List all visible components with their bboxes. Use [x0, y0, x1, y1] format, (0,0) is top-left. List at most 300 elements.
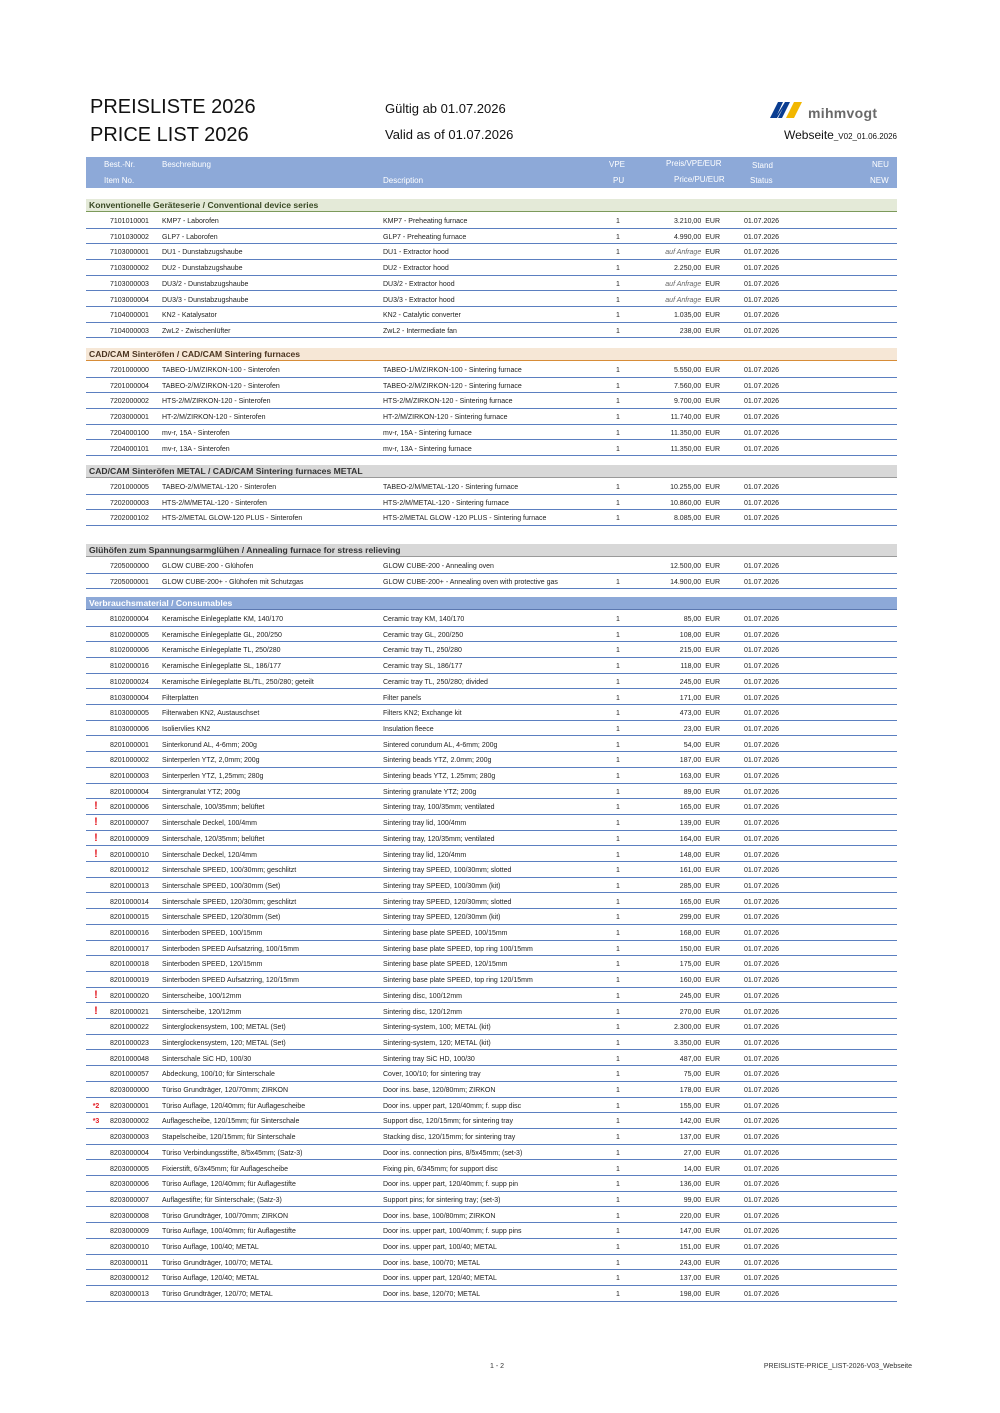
description-de: TABEO-2/M/ZIRKON-120 - Sinterofen — [162, 382, 280, 390]
description-en: KN2 - Catalytic converter — [383, 312, 461, 320]
price-value: 75,00 — [683, 1071, 702, 1079]
packaging-unit: 1 — [616, 820, 620, 828]
status-date: 01.07.2026 — [744, 788, 780, 796]
description-en: Sintering disc, 120/12mm — [383, 1008, 462, 1016]
currency: EUR — [705, 961, 720, 969]
packaging-unit: 1 — [616, 414, 620, 422]
description-en: Filters KN2; Exchange kit — [383, 710, 462, 718]
description-de: HT-2/M/ZIRKON-120 - Sinterofen — [162, 414, 266, 422]
description-de: Filterplatten — [162, 694, 199, 702]
price — [636, 993, 720, 1000]
table-row — [86, 1129, 897, 1145]
price-value: 270,00 — [679, 1008, 702, 1016]
status-date: 01.07.2026 — [744, 265, 780, 273]
price-value: 54,00 — [683, 741, 702, 749]
description-de: Türiso Auflage, 100/40mm; für Auflagestifte — [162, 1228, 296, 1236]
currency: EUR — [705, 977, 720, 985]
table-row — [86, 658, 897, 674]
page-number: 1 - 2 — [490, 1363, 505, 1370]
packaging-unit: 1 — [616, 484, 620, 491]
currency: EUR — [705, 312, 720, 320]
description-en: Door ins. base, 120/70; METAL — [383, 1291, 481, 1299]
table-row — [86, 941, 897, 957]
table-row — [86, 894, 897, 910]
price-value: 155,00 — [679, 1102, 702, 1110]
description-en: GLP7 - Preheating furnace — [383, 233, 467, 241]
price — [636, 579, 720, 586]
item-number: 8103000005 — [110, 710, 149, 718]
description-de: Sinterscheibe, 100/12mm — [162, 992, 242, 1000]
item-number: 8201000022 — [110, 1024, 149, 1032]
item-number: 7103000001 — [110, 249, 149, 257]
currency: EUR — [705, 631, 720, 639]
currency: EUR — [705, 773, 720, 780]
table-row — [86, 510, 897, 526]
price — [636, 398, 720, 405]
price-value: 245,00 — [679, 678, 702, 686]
currency: EUR — [705, 327, 720, 335]
price-value: 11.350,00 — [670, 429, 702, 437]
table-row — [86, 229, 897, 245]
item-number: 8203000006 — [110, 1181, 149, 1189]
item-number: 7205000000 — [110, 563, 149, 570]
description-de: DU3/3 - Dunstabzugshaube — [162, 296, 249, 304]
packaging-unit: 1 — [616, 1118, 620, 1126]
table-row — [86, 799, 897, 815]
row-mark: ! — [94, 1004, 98, 1017]
table-row — [86, 213, 897, 229]
description-de: Sinterboden SPEED, 120/15mm — [162, 961, 263, 969]
currency: EUR — [705, 563, 720, 570]
price — [636, 883, 720, 890]
currency: EUR — [705, 804, 720, 812]
description-en: Door ins. base, 100/80mm; ZIRKON — [383, 1212, 496, 1220]
price — [636, 1260, 720, 1267]
section-header: CAD/CAM Sinteröfen / CAD/CAM Sintering furnaces — [86, 348, 897, 361]
packaging-unit: 1 — [616, 898, 620, 906]
description-en: Support pins; for sintering tray; (set-3) — [383, 1196, 501, 1204]
item-number: 7201000000 — [110, 367, 149, 374]
table-row — [86, 495, 897, 511]
status-date: 01.07.2026 — [744, 429, 780, 437]
price — [636, 563, 720, 570]
price — [636, 367, 720, 374]
description-de: Abdeckung, 100/10; für Sinterschale — [162, 1071, 275, 1079]
price — [636, 234, 720, 241]
currency: EUR — [705, 616, 720, 623]
table-row — [86, 1239, 897, 1255]
packaging-unit: 1 — [616, 631, 620, 639]
item-number: 7101010001 — [110, 218, 149, 225]
status-date: 01.07.2026 — [744, 1165, 780, 1173]
item-number: 7104000003 — [110, 327, 149, 335]
status-date: 01.07.2026 — [744, 773, 780, 780]
table-row — [86, 574, 897, 590]
currency: EUR — [705, 1024, 720, 1032]
description-de: mv-r, 15A - Sinterofen — [162, 429, 230, 437]
table-row — [86, 378, 897, 394]
status-date: 01.07.2026 — [744, 1102, 780, 1110]
description-de: Sinterboden SPEED, 100/15mm — [162, 930, 263, 937]
table-row — [86, 479, 897, 495]
currency: EUR — [705, 930, 720, 937]
item-number: 8201000048 — [110, 1055, 149, 1063]
col-pu-de: VPE — [609, 160, 626, 169]
price — [636, 852, 720, 859]
item-number: 7202000002 — [110, 398, 149, 406]
page-title-en: PRICE LIST 2026 — [90, 124, 249, 146]
currency: EUR — [705, 757, 720, 765]
price-value: 147,00 — [679, 1228, 702, 1236]
price — [636, 1181, 720, 1188]
price — [636, 820, 720, 827]
description-de: HTS-2/M/METAL-120 - Sinterofen — [162, 499, 267, 507]
status-date: 01.07.2026 — [744, 1291, 780, 1299]
status-date: 01.07.2026 — [744, 1196, 780, 1204]
status-date: 01.07.2026 — [744, 914, 780, 922]
item-number: 8201000021 — [110, 1008, 149, 1016]
status-date: 01.07.2026 — [744, 445, 780, 453]
status-date: 01.07.2026 — [744, 851, 780, 859]
packaging-unit: 1 — [616, 1149, 620, 1157]
packaging-unit: 1 — [616, 1196, 620, 1204]
description-de: Türiso Auflage, 100/40; METAL — [162, 1244, 259, 1251]
item-number: 7202000003 — [110, 499, 149, 507]
price-value: 168,00 — [679, 930, 702, 937]
description-en: GLOW CUBE-200 - Annealing oven — [383, 563, 494, 570]
section-header: Konventionelle Geräteserie / Conventional device series — [86, 199, 897, 212]
packaging-unit: 1 — [616, 945, 620, 953]
price-value: 165,00 — [679, 898, 702, 906]
price — [636, 836, 720, 843]
description-en: Sintering tray SPEED, 100/30mm; slotted — [383, 867, 512, 875]
price-value: 151,00 — [679, 1244, 702, 1251]
table-row — [86, 276, 897, 292]
table-row — [86, 1035, 897, 1051]
item-number: 7103000004 — [110, 296, 149, 304]
table-row — [86, 988, 897, 1004]
packaging-unit: 1 — [616, 296, 620, 304]
price-value: 175,00 — [679, 961, 702, 969]
packaging-unit: 1 — [616, 710, 620, 718]
currency: EUR — [705, 249, 720, 257]
price-value: 3.210,00 — [673, 218, 702, 225]
price — [636, 914, 720, 921]
price — [636, 930, 720, 937]
price-value: 118,00 — [680, 663, 702, 671]
packaging-unit: 1 — [616, 694, 620, 702]
status-date: 01.07.2026 — [744, 631, 780, 639]
description-en: Ceramic tray GL, 200/250 — [383, 631, 464, 639]
packaging-unit: 1 — [616, 1008, 620, 1016]
status-date: 01.07.2026 — [744, 930, 780, 937]
status-date: 01.07.2026 — [744, 1244, 780, 1251]
description-de: DU3/2 - Dunstabzugshaube — [162, 280, 249, 288]
table-row — [86, 737, 897, 753]
description-de: Keramische Einlegeplatte TL, 250/280 — [162, 647, 281, 655]
item-number: 7201000005 — [110, 484, 149, 491]
item-number: 8201000003 — [110, 773, 149, 780]
description-en: Sintering tray SiC HD, 100/30 — [383, 1055, 475, 1063]
description-de: Filterwaben KN2, Austauschset — [162, 710, 260, 718]
packaging-unit: 1 — [616, 1291, 620, 1299]
table-row — [86, 1208, 897, 1224]
price — [636, 679, 720, 686]
status-date: 01.07.2026 — [744, 233, 780, 241]
price — [636, 500, 720, 507]
price-value: 4.990,00 — [673, 233, 702, 241]
price — [636, 1228, 720, 1235]
currency: EUR — [705, 678, 720, 686]
col-no-en: Item No. — [104, 176, 135, 185]
description-de: KN2 - Katalysator — [162, 312, 217, 320]
description-en: Sintering base plate SPEED, 120/15mm — [383, 961, 508, 969]
packaging-unit: 1 — [616, 977, 620, 985]
price-value: 11.350,00 — [670, 445, 702, 453]
table-row — [86, 862, 897, 878]
status-date: 01.07.2026 — [744, 663, 780, 671]
price-value: 9.700,00 — [673, 398, 702, 406]
item-number: 7103000003 — [110, 280, 149, 288]
table-row — [86, 1145, 897, 1161]
price — [636, 804, 720, 811]
price — [636, 1291, 720, 1298]
item-number: 8203000013 — [110, 1291, 149, 1299]
status-date: 01.07.2026 — [744, 647, 780, 655]
item-number: 7104000001 — [110, 312, 149, 320]
description-de: TABEO-1/M/ZIRKON-100 - Sinterofen — [162, 367, 280, 374]
description-de: Türiso Auflage, 120/40mm; für Auflagestifte — [162, 1181, 296, 1189]
status-date: 01.07.2026 — [744, 867, 780, 875]
item-number: 8102000024 — [110, 678, 149, 686]
status-date: 01.07.2026 — [744, 820, 780, 828]
price-value: 10.860,00 — [670, 499, 702, 507]
description-de: ZwL2 - Zwischenlüfter — [162, 327, 231, 335]
description-en: Sintering beads YTZ, 1.25mm; 280g — [383, 773, 496, 780]
table-row — [86, 878, 897, 894]
table-row — [86, 1051, 897, 1067]
description-en: DU2 - Extractor hood — [383, 265, 449, 273]
description-en: Sintering tray lid, 120/4mm — [383, 851, 467, 859]
table-row — [86, 674, 897, 690]
status-date: 01.07.2026 — [744, 961, 780, 969]
item-number: 8201000023 — [110, 1039, 149, 1047]
price — [636, 446, 720, 453]
status-date: 01.07.2026 — [744, 977, 780, 985]
price-value: 285,00 — [679, 882, 702, 890]
description-de: Sinterschale SPEED, 120/30mm; geschlitzt — [162, 898, 297, 906]
packaging-unit: 1 — [616, 804, 620, 812]
packaging-unit: 1 — [616, 835, 620, 843]
packaging-unit: 1 — [616, 741, 620, 749]
status-date: 01.07.2026 — [744, 218, 780, 225]
packaging-unit: 1 — [616, 992, 620, 1000]
packaging-unit: 1 — [616, 616, 620, 623]
currency: EUR — [705, 265, 720, 273]
description-en: Door ins. upper part, 100/40; METAL — [383, 1244, 497, 1251]
description-en: Door ins. base, 120/80mm; ZIRKON — [383, 1087, 496, 1094]
description-de: Fixierstift, 6/3x45mm; für Auflagescheibe — [162, 1165, 289, 1173]
description-en: TABEO-1/M/ZIRKON-100 - Sintering furnace — [383, 367, 522, 374]
row-mark: *2 — [92, 1102, 100, 1110]
packaging-unit: 1 — [616, 1244, 620, 1251]
description-de: Sintergranulat YTZ; 200g — [162, 788, 241, 796]
currency: EUR — [705, 382, 720, 390]
item-number: 8201000015 — [110, 914, 149, 922]
table-row — [86, 847, 897, 863]
description-en: Support disc, 120/15mm; for sintering tray — [383, 1118, 513, 1126]
packaging-unit: 1 — [616, 367, 620, 374]
packaging-unit: 1 — [616, 327, 620, 335]
price — [636, 281, 720, 288]
packaging-unit: 1 — [616, 725, 620, 733]
packaging-unit: 1 — [616, 1134, 620, 1142]
table-row — [86, 1113, 897, 1129]
description-en: Ceramic tray KM, 140/170 — [383, 616, 465, 623]
description-de: Isoliervlies KN2 — [162, 725, 211, 733]
currency: EUR — [705, 1244, 720, 1251]
currency: EUR — [705, 398, 720, 406]
packaging-unit: 1 — [616, 578, 620, 586]
col-new-en: NEW — [870, 176, 889, 185]
row-mark: ! — [94, 800, 98, 813]
status-date: 01.07.2026 — [744, 1024, 780, 1032]
packaging-unit: 1 — [616, 1181, 620, 1189]
item-number: 8201000013 — [110, 882, 149, 890]
table-header — [86, 157, 897, 188]
status-date: 01.07.2026 — [744, 757, 780, 765]
table-row — [86, 244, 897, 260]
description-de: Sinterschale Deckel, 120/4mm — [162, 851, 257, 859]
description-de: mv-r, 13A - Sinterofen — [162, 445, 230, 453]
packaging-unit: 1 — [616, 233, 620, 241]
currency: EUR — [705, 1259, 720, 1267]
price-value: 299,00 — [679, 914, 702, 922]
packaging-unit: 1 — [616, 1275, 620, 1283]
item-number: 8203000008 — [110, 1212, 149, 1220]
description-de: Türiso Verbindungsstifte, 8/5x45mm; (Satz-3) — [162, 1149, 303, 1157]
price-value: auf Anfrage — [665, 249, 702, 257]
price — [636, 1087, 720, 1094]
price-value: 10.255,00 — [670, 484, 702, 491]
logo-text: mihmvogt — [808, 105, 878, 121]
status-date: 01.07.2026 — [744, 1087, 780, 1094]
description-en: Sintering base plate SPEED, 100/15mm — [383, 930, 508, 937]
description-en: GLOW CUBE-200+ - Annealing oven with protective gas — [383, 578, 558, 586]
item-number: 7205000001 — [110, 578, 149, 586]
table-row — [86, 1019, 897, 1035]
table-row — [86, 1004, 897, 1020]
description-en: Door ins. upper part, 120/40; METAL — [383, 1275, 497, 1283]
status-date: 01.07.2026 — [744, 515, 780, 523]
price-value: 1.035,00 — [673, 312, 702, 320]
item-number: 8201000018 — [110, 961, 149, 969]
item-number: 8203000010 — [110, 1244, 149, 1251]
description-de: Sinterperlen YTZ, 1,25mm; 280g — [162, 773, 264, 780]
price — [636, 632, 720, 639]
status-date: 01.07.2026 — [744, 1071, 780, 1079]
price — [636, 218, 720, 225]
price — [636, 946, 720, 953]
currency: EUR — [705, 1275, 720, 1283]
price — [636, 1040, 720, 1047]
currency: EUR — [705, 233, 720, 241]
price-value: 160,00 — [679, 977, 702, 985]
description-en: DU3/2 - Extractor hood — [383, 280, 455, 288]
price-value: 2.250,00 — [673, 265, 702, 273]
price — [636, 1197, 720, 1204]
packaging-unit: 1 — [616, 499, 620, 507]
price — [636, 515, 720, 522]
item-number: 8102000016 — [110, 663, 149, 671]
description-en: Door ins. upper part, 100/40mm; f. supp pins — [383, 1228, 522, 1236]
status-date: 01.07.2026 — [744, 882, 780, 890]
table-row — [86, 393, 897, 409]
description-en: Sintering tray, 100/35mm; ventilated — [383, 804, 495, 812]
item-number: 8201000012 — [110, 867, 149, 875]
status-date: 01.07.2026 — [744, 1259, 780, 1267]
packaging-unit: 1 — [616, 445, 620, 453]
description-de: Sinterglockensystem, 120; METAL (Set) — [162, 1039, 286, 1047]
table-row — [86, 690, 897, 706]
description-en: Door ins. connection pins, 8/5x45mm; (set-3) — [383, 1149, 523, 1157]
price — [636, 1071, 720, 1078]
price — [636, 742, 720, 749]
description-de: Sinterperlen YTZ, 2,0mm; 200g — [162, 757, 260, 765]
packaging-unit: 1 — [616, 882, 620, 890]
table-row — [86, 260, 897, 276]
status-date: 01.07.2026 — [744, 898, 780, 906]
item-number: 8203000001 — [110, 1102, 149, 1110]
price — [636, 297, 720, 304]
description-de: Türiso Grundträger, 120/70mm; ZIRKON — [162, 1087, 289, 1094]
status-date: 01.07.2026 — [744, 616, 780, 623]
status-date: 01.07.2026 — [744, 367, 780, 374]
price-value: 220,00 — [679, 1212, 702, 1220]
currency: EUR — [705, 820, 720, 828]
item-number: 8203000009 — [110, 1228, 149, 1236]
price — [636, 899, 720, 906]
packaging-unit: 1 — [616, 788, 620, 796]
price-value: 137,00 — [679, 1134, 702, 1142]
file-name: PREISLISTE-PRICE_LIST-2026-V03_Webseite — [763, 1363, 912, 1370]
price-value: auf Anfrage — [665, 280, 702, 288]
col-status-de: Stand — [752, 161, 773, 170]
status-date: 01.07.2026 — [744, 398, 780, 406]
currency: EUR — [705, 992, 720, 1000]
price-value: 3.350,00 — [673, 1039, 702, 1047]
currency: EUR — [705, 898, 720, 906]
description-en: Sintering tray SPEED, 100/30mm (kit) — [383, 882, 501, 890]
status-date: 01.07.2026 — [744, 1275, 780, 1283]
item-number: 8103000004 — [110, 694, 149, 702]
table-row — [86, 292, 897, 308]
description-de: Sinterschale SPEED, 100/30mm; geschlitzt — [162, 867, 297, 875]
packaging-unit: 1 — [616, 382, 620, 390]
price — [636, 695, 720, 702]
status-date: 01.07.2026 — [744, 835, 780, 843]
currency: EUR — [705, 1134, 720, 1142]
description-en: TABEO-2/M/METAL-120 - Sintering furnace — [383, 484, 519, 491]
status-date: 01.07.2026 — [744, 1039, 780, 1047]
price — [636, 1134, 720, 1141]
status-date: 01.07.2026 — [744, 945, 780, 953]
packaging-unit: 1 — [616, 1024, 620, 1032]
packaging-unit: 1 — [616, 1055, 620, 1063]
description-en: Sintered corundum AL, 4-6mm; 200g — [383, 741, 498, 749]
packaging-unit: 1 — [616, 1039, 620, 1047]
price-value: 142,00 — [679, 1118, 702, 1126]
